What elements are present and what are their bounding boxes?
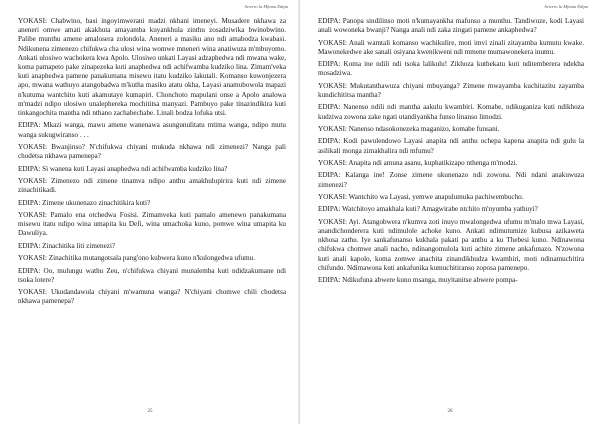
paragraph: EDIPA: Kalanga ine! Zonse zimene ukunenazo ndi zowona. Ndi ndani anakuwuza zimenezi? bbox=[318, 171, 584, 189]
paragraph: YOKASI: Pamalo ena otchedwa Fosisi. Zimamveka kuti pamalo amenewo panakumana misewu itatu ndipo wina umapita ku Defi, wina umachoka kuno, pomwe wina umapita ku Dawuliya. bbox=[18, 210, 286, 238]
page-number: 26 bbox=[447, 409, 453, 414]
paragraph: EDIPA: Zimene ukunenazo zinachitikira kuti? bbox=[18, 198, 151, 207]
page-body bbox=[318, 17, 584, 289]
paragraph: EDIPA: Watchitoyo amakhala kuti? Amagwirabe ntchito m'nyumba yathuyi? bbox=[318, 205, 538, 214]
paragraph: YOKASI: Bwanjinso? N'chifukwa chiyani mukuda nkhawa ndi zimenezi? Nanga pali chodetsa nkhawa pamenepa? bbox=[18, 143, 286, 161]
paragraph: YOKASI: Ayi. Atangobwera n'kumva zoti inuyo mwalongedwa ufumu m'malo mwa Layasi, anandichonderera kuti ndimulole achoke kuno. Ankati ndimutumize kubusa azikaweta nkhosa zathu. Iye sankafunanso kukhala pakati pa anthu a ku Thebesi kuno. Ndinawona chifukwa chomwe anali nacho, ndinangomulola kuti achite zimene ankafunazo. N'zowona kuti anali kapolo, koma zomwe anachita zinandikhudza kwambiri, moti ndinamuchitira chifundo. Ndimawona kuti ankafunika kumuchitiranso zoposa pamenepo. bbox=[318, 217, 584, 272]
paragraph: EDIPA: Oo, mulungu wathu Zeu, n'chifukwa chiyani munalemba kuti ndidzakumane ndi tsoka lotere? bbox=[18, 266, 286, 284]
paragraph: EDIPA: Si wanena kuti Layasi anaphedwa ndi achifwamba kudziko lina? bbox=[18, 164, 228, 173]
paragraph: YOKASI: Wantchito wa Layasi, yemwe anapulumuka pachiwembucho. bbox=[318, 192, 524, 201]
paragraph: YOKASI: Anali wamtali komanso wachikulire, moti imvi zinali zitayamba kumutu kwake. Mawonekedwe ake sanali osiyana kwenikweni ndi mmene mumawonekera inumu. bbox=[318, 38, 584, 56]
running-head: Sewero la Mfumu Edipa bbox=[544, 4, 588, 9]
paragraph: YOKASI: Anapita ndi amuna asanu, kuphatikizapo nthenga m'modzi. bbox=[318, 158, 518, 167]
paragraph: YOKASI: Zinachitika mutangotsala pang'ono kubwera kuno n'kulongedwa ufumu. bbox=[18, 254, 255, 263]
page-body bbox=[18, 17, 286, 310]
paragraph: YOKASI: Zimenezo ndi zimene tinamva ndipo anthu amakhulupirira kuti ndi zimene zinachitikadi. bbox=[18, 177, 286, 195]
paragraph: YOKASI: Chabwino, basi ingoyimwerani madzi nkhani imeneyi. Musadere nkhawa za aneneri omwe amati akakhuta amayamba kuyankhula zinthu zosadziwika bwinobwino. Palibe munthu amene amalosera zolondola. Aneneri a masiku ano ndi amabodza kwabasi. Ndikunena zimenezo chifukwa cha ulosi wina womwe mneneri wina anatiwuza m'mbuyomo. Ankati ulosiwo wachokera kwa Apolo. Ulosiwo unkati Layasi adzaphedwa ndi mwana wake, koma pamapeto pake zinapezeka kuti anaphedwa ndi achifwamba kudziko lina. Zimam'veka kuti anaphedwa pamene panakumana misewu itatu kudziko lakutali. Komanso kuwonjezera apo, mwana wathuyo atangobadwa m'kutha masiku atatu okha, Layasi anamubowola mapazi n'kutuma wantchito kuti akamutaye kumapiri. Chonchoto mapulani onse a Apolo analowa m'madzi ndipo ulosiwo unalephereka mochititsa manyazi. Pambuyo pake tinazindikira kuti tinkangochita mantha ndi nthano zachabechabe. Linali bodza lofuka utsi. bbox=[18, 17, 286, 118]
paragraph: EDIPA: Kodi pawulendowo Layasi anapita ndi anthu ochepa kapena anapita ndi gulu la asilikali monga zimakhalira ndi mfumu? bbox=[318, 137, 584, 155]
paragraph: EDIPA: Nanenso ndili ndi mantha aakulu kwambiri. Komabe, ndikuganiza kuti ndikhoza kudziwa zowona zake ngati utandiyankha funso linanso limodzi. bbox=[318, 103, 584, 121]
paragraph: EDIPA: Ndikufuna abwere kuno msanga, muyitanitse abwere pompa- bbox=[318, 276, 518, 285]
paragraph: EDIPA: Mkazi wanga, mawu amene wanenawa asungunulitatu mtima wanga, ndipo mutu wanga sukugwiranso . . . bbox=[18, 121, 286, 139]
paragraph: YOKASI: Nanenso ndasokonezeka maganizo, komabe funsani. bbox=[318, 124, 500, 133]
paragraph: EDIPA: Panopa sindilinso moti n'kumayankha mafunso a munthu. Tandiwuze, kodi Layasi anali wowoneka bwanji? Nanga anali ndi zaka zingati pamene ankaphedwa? bbox=[318, 17, 584, 35]
paragraph: YOKASI: Mukutanthawuza chiyani mbuyanga? Zimene mwayamba kuchitazitu zayamba kundichititsa mantha? bbox=[318, 81, 584, 99]
running-head: Sewero la Mfumu Edipa bbox=[244, 4, 288, 9]
page-number: 25 bbox=[147, 409, 153, 414]
paragraph: EDIPA: Koma ine ndili ndi tsoka lalikulu! Zikhoza kuthekatu kuti nditemberera ndekha mosadziwa. bbox=[318, 60, 584, 78]
paragraph: EDIPA: Zinachitika liti zimenezi? bbox=[18, 241, 116, 250]
paragraph: YOKASI: Ukudandawula chiyani m'wamuna wanga? N'chiyani chomwe chili chodetsa nkhawa pamenepa? bbox=[18, 288, 286, 306]
right-page bbox=[300, 0, 600, 424]
